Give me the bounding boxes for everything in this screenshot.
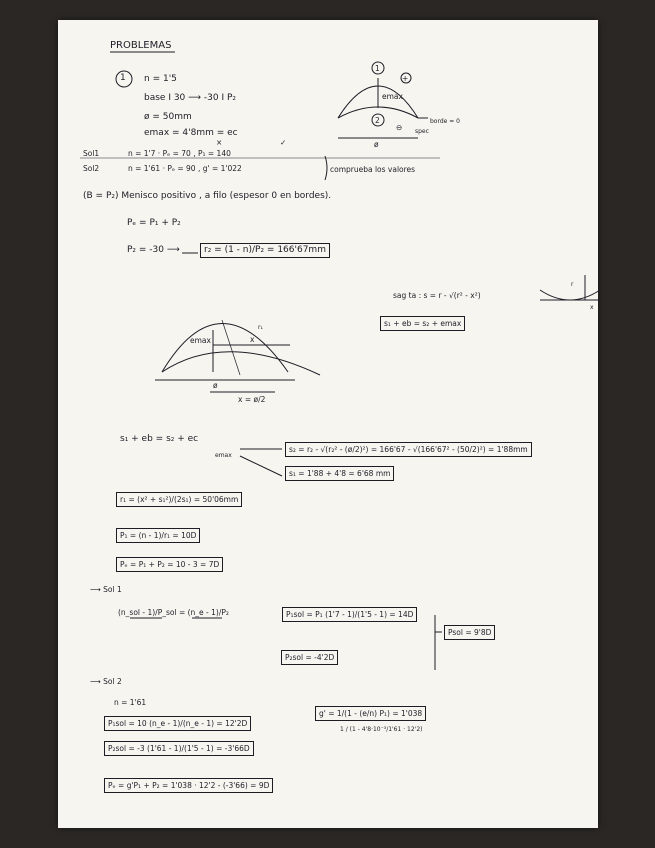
diagram-r1: r₁ [258,324,263,331]
box-p2-sol1: P₂sol = -4'2D [281,650,338,665]
lens-label-2: 2 [375,116,380,125]
sol1-values: n = 1'7 · Pₑ = 70 , P₁ = 140 [128,149,231,158]
box-r1: r₁ = (x² + s₁²)/(2s₁) = 50'06mm [116,492,242,507]
given-emax: emax = 4'8mm = ec [144,128,238,138]
box-p1-sol2: P₁sol = 10 (n_e - 1)/(n_e - 1) = 12'2D [104,716,251,731]
lens-sign-top: + [402,74,409,83]
lens-emax: emax [382,92,403,101]
box-psol1: Psol = 9'8D [444,625,495,640]
box-r2: r₂ = (1 - n)/P₂ = 166'67mm [200,243,330,258]
calc-emax: emax [215,452,232,459]
given-n: n = 1'5 [144,74,177,84]
sol2-heading: ⟶ Sol 2 [90,677,122,686]
sagitta-formula: sag ta : s = r - √(r² - x²) [393,291,481,300]
box-s2: s₂ = r₂ - √(r₂² - (ø/2)²) = 166'67 - √(166'67² - (50/2)²) = 1'88mm [285,442,532,457]
box-sagitta-relation: s₁ + eb = s₂ + emax [380,316,465,331]
lens-label-1: 1 [375,64,380,73]
sagitta-r: r [571,281,574,288]
page-title: PROBLEMAS [110,40,172,51]
sol1-heading: ⟶ Sol 1 [90,585,122,594]
calc-relation: s₁ + eb = s₂ + ec [120,434,199,444]
eq-pe: Pₑ = P₁ + P₂ [127,218,181,228]
box-pe: Pₑ = P₁ + P₂ = 10 - 3 = 7D [116,557,223,572]
box-p2-sol2: P₂sol = -3 (1'61 - 1)/(1'5 - 1) = -3'66D [104,741,254,756]
eq-p2: P₂ = -30 ⟶ [127,245,180,255]
sagitta-x: x [590,304,594,311]
box-g-sol2: g' = 1/(1 - (e/n) P₁) = 1'038 [315,706,426,721]
mark-check: ✓ [280,138,287,147]
sol1-label: Sol1 [83,149,100,158]
diagram-diameter: ø [213,381,218,390]
box-p1-sol1: P₁sol = P₁ (1'7 - 1)/(1'5 - 1) = 14D [282,607,417,622]
lens-edge-note: borde = 0 [430,118,460,125]
box-p1: P₁ = (n - 1)/r₁ = 10D [116,528,200,543]
sol2-n: n = 1'61 [114,698,147,707]
problem-number: 1 [120,73,126,83]
bracket-note: comprueba los valores [330,165,416,174]
sol1-equation: (n_sol - 1)/P_sol = (n_e - 1)/P₂ [118,608,229,617]
diagram-emax: emax [190,336,211,345]
lens-sign-bottom: ⊖ [396,123,403,132]
lens-diameter: ø [374,140,379,149]
diagram-half: x = ø/2 [238,395,266,404]
diagram-x: x [250,335,255,344]
mark-x: × [216,138,223,147]
given-diameter: ø = 50mm [144,112,192,122]
given-base: base I 30 ⟶ -30 I P₂ [144,93,237,103]
g-expression: 1 / (1 - 4'8·10⁻³/1'61 · 12'2) [340,726,423,733]
intro-text: (B = P₂) Menisco positivo , a filo (espesor 0 en bordes). [83,191,332,201]
box-pe-sol2: Pₑ = g'P₁ + P₂ = 1'038 · 12'2 - (-3'66) = 9D [104,778,273,793]
sol2-label: Sol2 [83,164,100,173]
box-s1: s₁ = 1'88 + 4'8 = 6'68 mm [285,466,394,481]
sol2-values: n = 1'61 · Pₑ = 90 , g' = 1'022 [128,164,242,173]
lens-spec: spec [415,128,429,135]
